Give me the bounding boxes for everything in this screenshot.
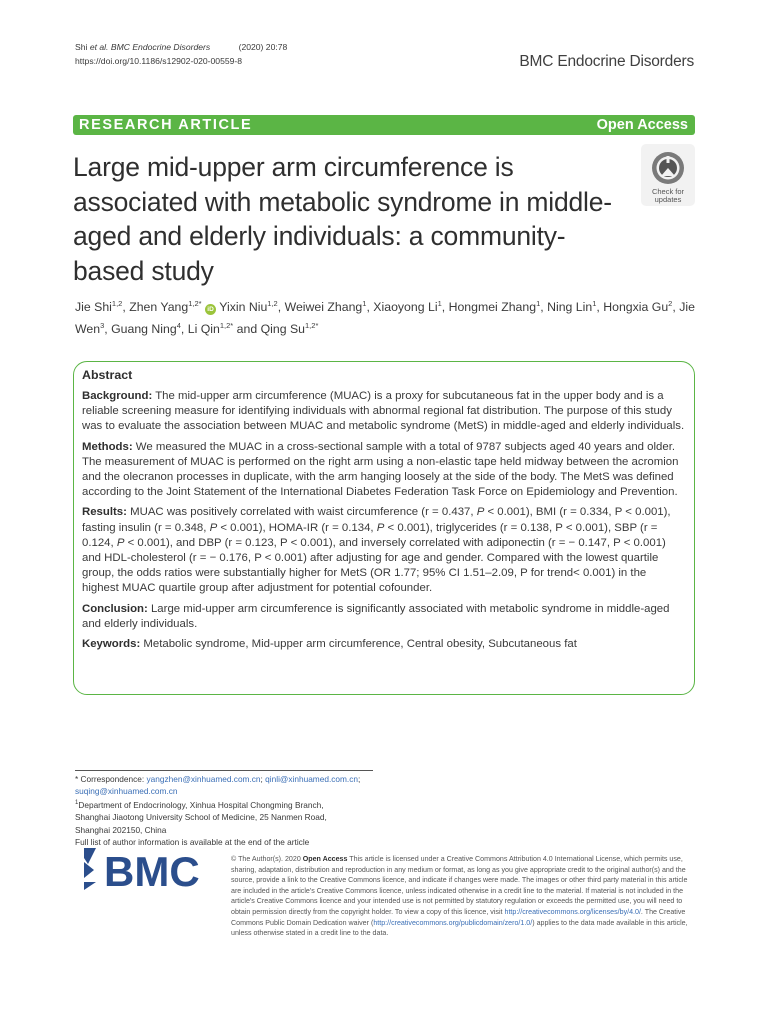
results-text-3: < 0.001), HOMA-IR (r = 0.134, — [217, 521, 377, 534]
results-text-2: < 0.001), BMI (r = 0.334, P < 0.001), fasting insulin (r = 0.348, — [82, 506, 671, 534]
correspondence: * Correspondence: yangzhen@xinhuamed.com.cn; qinli@xinhuamed.com.cn; — [75, 774, 361, 784]
results-p-2: P — [209, 521, 218, 534]
journal-name: BMC Endocrine Disorders — [519, 53, 694, 70]
doi-link[interactable]: https://doi.org/10.1186/s12902-020-00559-8 — [75, 56, 243, 66]
results-p-4: P — [116, 536, 125, 549]
author-name: Qing Su — [260, 322, 306, 336]
author-separator: , — [180, 322, 188, 336]
license-prefix: © The Author(s). 2020 — [231, 855, 303, 863]
author-affiliation: 1,2* — [219, 320, 234, 330]
license-text-3: ) applies to the data made available in this article, unless otherwise stated in a credit line to the data. — [231, 918, 688, 938]
author-separator: , — [277, 300, 285, 314]
article-type-banner — [73, 115, 695, 135]
affiliation-number: 1 — [75, 800, 79, 807]
footnotes — [75, 770, 375, 848]
article-type: RESEARCH ARTICLE — [79, 117, 253, 133]
check-updates-line1: Check for — [651, 187, 685, 196]
correspondence-label: * Correspondence: — [75, 774, 147, 784]
author-separator: , — [122, 300, 130, 314]
abstract-box — [73, 361, 695, 695]
results-text-1: MUAC was positively correlated with waist circumference (r = 0.437, — [126, 506, 477, 519]
check-updates-icon — [650, 150, 686, 186]
citation-journal: BMC Endocrine Disorders — [110, 42, 211, 52]
license-open-access: Open Access — [302, 855, 348, 863]
abstract-background — [82, 389, 686, 435]
author-affiliation: 1,2 — [267, 298, 278, 308]
bmc-logo — [82, 848, 216, 890]
author-affiliation: 1 — [362, 298, 367, 308]
author-name: Jie Shi — [75, 300, 112, 314]
keywords-label: Keywords: — [82, 638, 141, 651]
license-text-1: This article is licensed under a Creative Commons Attribution 4.0 International License, which permits use, sharing, adaptation, distribution and reproduction in any medium or format, as long as you give appropriate credit to the original author(s) and the source, provide a link to the Creative Commons licence, and indicate if changes were made. The images or other third party material in this article are included in the article's Creative Commons licence, unless indicated otherwise in a credit line to the material. If material is not included in the article's Creative Commons licence and your intended use is not permitted by statutory regulation or exceeds the permitted use, you will need to obtain permission directly from the copyright holder. To view a copy of this licence, visit — [231, 855, 688, 916]
background-text: The mid-upper arm circumference (MUAC) is a proxy for subcutaneous fat in the upper body and is a reliable screening measure for identifying individuals with abnormal regional fat distribution. The purpose of this study was to evaluate the association between MUAC and metabolic syndrome (MetS) in middle-aged and elderly individuals. — [82, 390, 685, 433]
author-separator: , — [441, 300, 449, 314]
author-separator: and — [233, 322, 261, 336]
abstract-keywords — [82, 637, 686, 652]
author-affiliation: 1 — [592, 298, 597, 308]
author-name: Hongmei Zhang — [448, 300, 537, 314]
abstract-methods — [82, 440, 686, 501]
author-affiliation: 1 — [437, 298, 442, 308]
license-link-2[interactable]: http://creativecommons.org/publicdomain/zero/1.0/ — [373, 918, 533, 927]
results-p-1: P — [476, 506, 485, 519]
author-name: Weiwei Zhang — [284, 300, 363, 314]
author-name: Yixin Niu — [219, 300, 268, 314]
author-name: Li Qin — [187, 322, 220, 336]
affiliation — [75, 797, 375, 811]
author-separator: , — [104, 322, 112, 336]
conclusion-label: Conclusion: — [82, 602, 148, 615]
results-label: Results: — [82, 506, 127, 519]
results-text-5: < 0.001), and DBP (r = 0.123, P < 0.001), and inversely correlated with adiponectin (r = − 0.147, P < 0.001) and HDL-cholesterol (r = − 0.176, P < 0.001) after adjusting for age and gender. Compared with the lowest quartile group, the odds ratios were substantially higher for MetS (OR 1.77; 95% CI 1.51–2.09, P for trend< 0.001) in the highest MUAC quartile group after adjustment for potential cofounder. — [82, 536, 666, 595]
author-name: Zhen Yang — [129, 300, 189, 314]
author-list — [75, 296, 695, 340]
methods-text: We measured the MUAC in a cross-sectional sample with a total of 9787 subjects aged 40 years and older. The measurement of MUAC is performed on the right arm using a non-elastic tape held midway between the acromion and the olecranon processes in duplicate, with the arm hanging loosely at the side of the body. The MetS was defined according to the Joint Statement of the International Diabetes Federation Task Force on Epidemiology and Prevention. — [82, 440, 679, 499]
check-for-updates-button[interactable] — [641, 144, 695, 206]
author-affiliation: 1,2 — [111, 298, 123, 308]
author-name: Hongxia Gu — [603, 300, 669, 314]
author-separator: , — [672, 300, 680, 314]
author-affiliation: 2 — [668, 298, 673, 308]
open-access-label: Open Access — [596, 117, 688, 133]
license-text-2: . The Creative Commons Public Domain Dedication waiver ( — [231, 907, 686, 927]
affiliation-line-3: Shanghai 202150, China — [75, 824, 167, 835]
background-label: Background: — [82, 390, 153, 402]
full-author-info-note: Full list of author information is available at the end of the article — [75, 836, 310, 847]
abstract-heading: Abstract — [82, 368, 133, 382]
author-name: Xiaoyong Li — [373, 300, 438, 314]
author-affiliation: 1,2* — [188, 298, 202, 308]
methods-label: Methods: — [82, 440, 133, 453]
citation-author: Shi — [75, 42, 88, 52]
email-link-3[interactable]: suqing@xinhuamed.com.cn — [75, 786, 178, 797]
results-p-3: P — [376, 521, 385, 534]
bmc-logo-text: BMC — [104, 848, 200, 890]
affiliation-line-1: Department of Endocrinology, Xinhua Hospital Chongming Branch, — [78, 800, 324, 811]
author-affiliation: 3 — [100, 320, 105, 330]
author-name: Jie Wen — [75, 300, 695, 336]
email-link-1[interactable]: yangzhen@xinhuamed.com.cn — [146, 774, 261, 784]
citation-block — [75, 40, 287, 68]
check-updates-line2: updates — [654, 195, 682, 204]
author-separator: , — [596, 300, 604, 314]
conclusion-text: Large mid-upper arm circumference is significantly associated with metabolic syndrome in middle-aged and elderly individuals. — [82, 602, 670, 630]
author-name: Ning Lin — [547, 300, 593, 314]
affiliation-line-2: Shanghai Jiaotong University School of Medicine, 25 Nanmen Road, — [75, 812, 327, 823]
author-separator: , — [366, 300, 374, 314]
author-name: Guang Ning — [111, 322, 177, 336]
author-separator: , — [540, 300, 548, 314]
abstract-conclusion — [82, 602, 686, 632]
article-title: Large mid-upper arm circumference is associated with metabolic syndrome in middle-aged and elderly individuals: a community-based study — [73, 152, 612, 286]
footnote-divider — [75, 770, 373, 771]
keywords-text: Metabolic syndrome, Mid-upper arm circumference, Central obesity, Subcutaneous fat — [140, 638, 577, 651]
author-affiliation: 4 — [176, 320, 181, 330]
abstract-results — [82, 505, 686, 596]
orcid-icon[interactable]: iD — [205, 304, 216, 315]
license-link-1[interactable]: http://creativecommons.org/licenses/by/4.0/ — [504, 907, 641, 916]
citation-year-volume: (2020) 20:78 — [238, 42, 288, 52]
author-affiliation: 1,2* — [305, 320, 319, 330]
citation-etal: et al. — [89, 42, 109, 52]
author-affiliation: 1 — [536, 298, 541, 308]
email-link-2[interactable]: qinli@xinhuamed.com.cn — [265, 774, 358, 784]
results-text-4: < 0.001), triglycerides (r = 0.138, P < 0.001), SBP (r = 0.124, — [82, 521, 658, 549]
license-statement — [231, 854, 697, 939]
